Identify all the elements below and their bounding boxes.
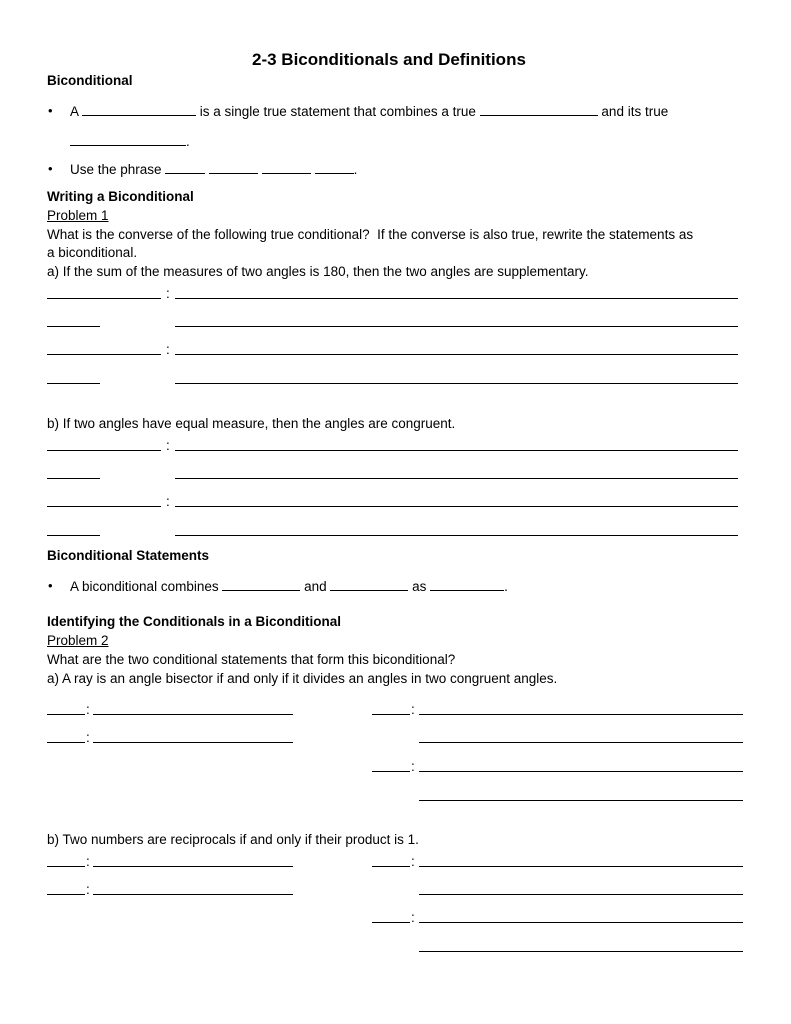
answer-line[interactable]: [175, 354, 738, 355]
page-title: 2-3 Biconditionals and Definitions: [252, 50, 526, 69]
problem-2-part-a: a) A ray is an angle bisector if and only if it divides an angles in two congruent angles.: [47, 671, 558, 686]
answer-label-line[interactable]: [47, 450, 161, 451]
blank-line[interactable]: [262, 162, 311, 174]
answer-line[interactable]: [419, 800, 743, 801]
answer-line[interactable]: [175, 478, 738, 479]
text-fragment: .: [504, 579, 508, 594]
colon: :: [86, 882, 90, 897]
answer-line[interactable]: [175, 535, 738, 536]
colon: :: [166, 494, 170, 509]
colon: :: [411, 702, 415, 717]
blank-line[interactable]: [480, 104, 598, 116]
answer-label-line[interactable]: [47, 894, 85, 895]
answer-line[interactable]: [419, 714, 743, 715]
bullet-icon: •: [48, 103, 53, 118]
problem-1-question-line1: What is the converse of the following true conditional? If the converse is also true, rewrite the statements as: [47, 227, 694, 242]
answer-line[interactable]: [93, 894, 293, 895]
bullet-combines: [70, 579, 508, 594]
bullet-continuation: [70, 134, 190, 149]
answer-label-line[interactable]: [372, 714, 410, 715]
problem-1-part-b: b) If two angles have equal measure, then the angles are congruent.: [47, 416, 456, 431]
answer-label-line[interactable]: [372, 922, 410, 923]
answer-label-line[interactable]: [372, 771, 410, 772]
section-heading-writing: Writing a Biconditional: [47, 189, 194, 204]
blank-line[interactable]: [315, 162, 354, 174]
answer-line[interactable]: [419, 742, 743, 743]
answer-line[interactable]: [175, 383, 738, 384]
colon: :: [166, 342, 170, 357]
answer-line[interactable]: [419, 771, 743, 772]
answer-line[interactable]: [93, 742, 293, 743]
problem-2-part-b: b) Two numbers are reciprocals if and only if their product is 1.: [47, 832, 419, 847]
blank-line[interactable]: [209, 162, 258, 174]
text-fragment: A: [70, 104, 83, 119]
answer-label-line[interactable]: [47, 478, 100, 479]
answer-line[interactable]: [175, 326, 738, 327]
text-fragment: .: [353, 162, 358, 177]
section-heading-statements: Biconditional Statements: [47, 548, 210, 563]
answer-label-line[interactable]: [47, 354, 161, 355]
text-fragment: is a single true statement that combines a true: [196, 104, 480, 119]
colon: :: [86, 854, 90, 869]
blank-line[interactable]: [430, 579, 504, 591]
bullet-use-phrase: [70, 162, 357, 177]
colon: :: [411, 910, 415, 925]
bullet-icon: •: [48, 161, 53, 176]
problem-2-question: What are the two conditional statements that form this biconditional?: [47, 652, 456, 667]
text-fragment: .: [186, 134, 190, 149]
section-heading-identifying: Identifying the Conditionals in a Biconditional: [47, 614, 341, 629]
text-fragment: and: [300, 579, 331, 594]
blank-line[interactable]: [330, 579, 408, 591]
colon: :: [411, 759, 415, 774]
answer-label-line[interactable]: [47, 742, 85, 743]
answer-label-line[interactable]: [47, 535, 100, 536]
section-heading-biconditional: Biconditional: [47, 73, 133, 88]
text-fragment: Use the phrase: [70, 162, 166, 177]
colon: :: [411, 854, 415, 869]
problem-1-label: Problem 1: [47, 208, 109, 223]
answer-label-line[interactable]: [47, 866, 85, 867]
answer-label-line[interactable]: [47, 298, 161, 299]
text-fragment: A biconditional combines: [70, 579, 223, 594]
colon: :: [86, 730, 90, 745]
text-fragment: and its true: [597, 104, 669, 119]
problem-2-label: Problem 2: [47, 633, 109, 648]
answer-label-line[interactable]: [47, 326, 100, 327]
answer-line[interactable]: [419, 951, 743, 952]
answer-line[interactable]: [419, 866, 743, 867]
bullet-biconditional-definition: [70, 104, 668, 119]
answer-label-line[interactable]: [47, 714, 85, 715]
answer-label-line[interactable]: [372, 866, 410, 867]
answer-line[interactable]: [175, 450, 738, 451]
problem-1-question-line2: a biconditional.: [47, 245, 138, 260]
bullet-icon: •: [48, 578, 53, 593]
answer-line[interactable]: [175, 298, 738, 299]
blank-line[interactable]: [222, 579, 300, 591]
text-fragment: as: [408, 579, 431, 594]
answer-line[interactable]: [419, 922, 743, 923]
problem-1-part-a: a) If the sum of the measures of two angles is 180, then the two angles are supplementary.: [47, 264, 589, 279]
blank-line[interactable]: [165, 162, 205, 174]
colon: :: [166, 286, 170, 301]
colon: :: [166, 438, 170, 453]
answer-line[interactable]: [175, 506, 738, 507]
answer-label-line[interactable]: [47, 383, 100, 384]
answer-line[interactable]: [93, 866, 293, 867]
blank-line[interactable]: [70, 134, 186, 146]
answer-line[interactable]: [419, 894, 743, 895]
colon: :: [86, 702, 90, 717]
blank-line[interactable]: [82, 104, 196, 116]
answer-label-line[interactable]: [47, 506, 161, 507]
answer-line[interactable]: [93, 714, 293, 715]
